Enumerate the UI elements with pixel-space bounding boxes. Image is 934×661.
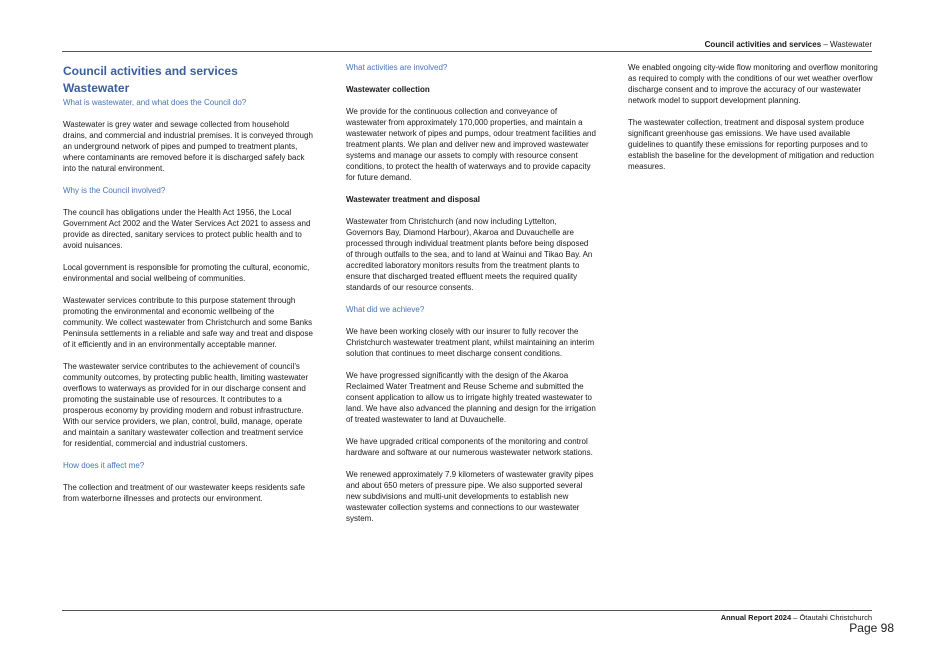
question-heading: What is wastewater, and what does the Council do? bbox=[63, 98, 247, 107]
header-rule bbox=[62, 51, 872, 52]
page-subtitle: Wastewater bbox=[63, 81, 130, 95]
page-title: Council activities and services bbox=[63, 64, 238, 78]
paragraph: We enabled ongoing city-wide flow monitoring and overflow monitoring as required to comply with the conditions of our wet weather overflow discharge consent and to improve the accuracy of our wastewater network model to support development planning. bbox=[628, 63, 878, 105]
paragraph: Wastewater services contribute to this purpose statement through promoting the environmental and economic wellbeing of the community. We collect wastewater from Christchurch and some Banks Peninsula settlements in a reliable and safe way and treat and dispose of it efficiently and in an environmentally acceptable manner. bbox=[63, 296, 313, 349]
paragraph: Local government is responsible for promoting the cultural, economic, environmental and social wellbeing of communities. bbox=[63, 263, 310, 283]
question-heading: Why is the Council involved? bbox=[63, 186, 166, 195]
paragraph: We have upgraded critical components of the monitoring and control hardware and software at our numerous wastewater network stations. bbox=[346, 437, 593, 457]
paragraph: The collection and treatment of our wastewater keeps residents safe from waterborne illnesses and protects our environment. bbox=[63, 483, 305, 503]
subheading: Wastewater treatment and disposal bbox=[346, 195, 480, 204]
footer-rule bbox=[62, 610, 872, 611]
page-number: Page 98 bbox=[849, 621, 894, 635]
paragraph: The wastewater service contributes to the achievement of council’s community outcomes, by protecting public health, limiting wastewater overflows to waterways as provided for in our discharge consent and promoting the sustainable use of resources. It contributes to a prosperous economy by providing modern and robust infrastructure. With our service providers, we plan, control, build, manage, operate and maintain a sanitary wastewater collection and treatment service for residential, commercial and industrial customers. bbox=[63, 362, 308, 448]
footer-location: – Ōtautahi Christchurch bbox=[791, 613, 872, 622]
question-heading: What did we achieve? bbox=[346, 305, 425, 314]
running-header bbox=[705, 40, 872, 49]
subheading: Wastewater collection bbox=[346, 85, 430, 94]
header-section: Council activities and services bbox=[704, 40, 822, 49]
question-heading: How does it affect me? bbox=[63, 461, 145, 470]
column-left bbox=[63, 62, 313, 515]
header-subsection: – Wastewater bbox=[821, 40, 872, 49]
paragraph: Wastewater is grey water and sewage collected from household drains, and commercial and industrial premises. It is conveyed through an underground network of pipes and pumped to treatment plants, where contaminants are removed before it is discharged safely back into the natural environment. bbox=[63, 120, 313, 173]
paragraph: The wastewater collection, treatment and disposal system produce significant greenhouse gas emissions. We have used available guidelines to quantify these emissions for reporting purposes and to establish the baseline for the development of mitigation and reduction measures. bbox=[628, 118, 874, 171]
question-heading: What activities are involved? bbox=[346, 63, 448, 72]
paragraph: Wastewater from Christchurch (and now including Lyttelton, Governors Bay, Diamond Harbour), Akaroa and Duvauchelle are processed through individual treatment plants before being disposed of through outfalls to the sea, and to land at Wainui and Tikao Bay. An accredited laboratory monitors results from the treatment plants to ensure that discharged treated effluent meets the required quality standards of our resource consents. bbox=[346, 217, 593, 292]
paragraph: We have progressed significantly with the design of the Akaroa Reclaimed Water Treatment and Reuse Scheme and submitted the consent application to allow us to irrigate highly treated wastewater to land. We have also advanced the planning and design for the irrigation of treated wastewater to land at Duvauchelle. bbox=[346, 371, 596, 424]
paragraph: We renewed approximately 7.9 kilometers of wastewater gravity pipes and about 650 meters of pressure pipe. We also supported several new subdivisions and multi-unit developments to establish new wastewater collection systems and connections to our wastewater system. bbox=[346, 470, 594, 523]
footer-report: Annual Report 2024 bbox=[720, 613, 792, 622]
paragraph: We provide for the continuous collection and conveyance of wastewater from approximately 170,000 properties, and maintain a wastewater network of pipes and pumps, odour treatment facilities and treatment plants. We plan and deliver new and improved wastewater systems and manage our assets to comply with resource consent conditions, to protect the health of waterways and to provide capacity for future demand. bbox=[346, 107, 596, 182]
paragraph: The council has obligations under the Health Act 1956, the Local Government Act 2002 and the Water Services Act 2021 to assess and provide as directed, sanitary services to protect public health and to avoid nuisances. bbox=[63, 208, 311, 250]
column-middle bbox=[346, 62, 596, 535]
column-right bbox=[628, 62, 880, 183]
paragraph: We have been working closely with our insurer to fully recover the Christchurch wastewater treatment plant, whilst maintaining an interim solution that continues to meet discharge consent conditions. bbox=[346, 327, 595, 358]
